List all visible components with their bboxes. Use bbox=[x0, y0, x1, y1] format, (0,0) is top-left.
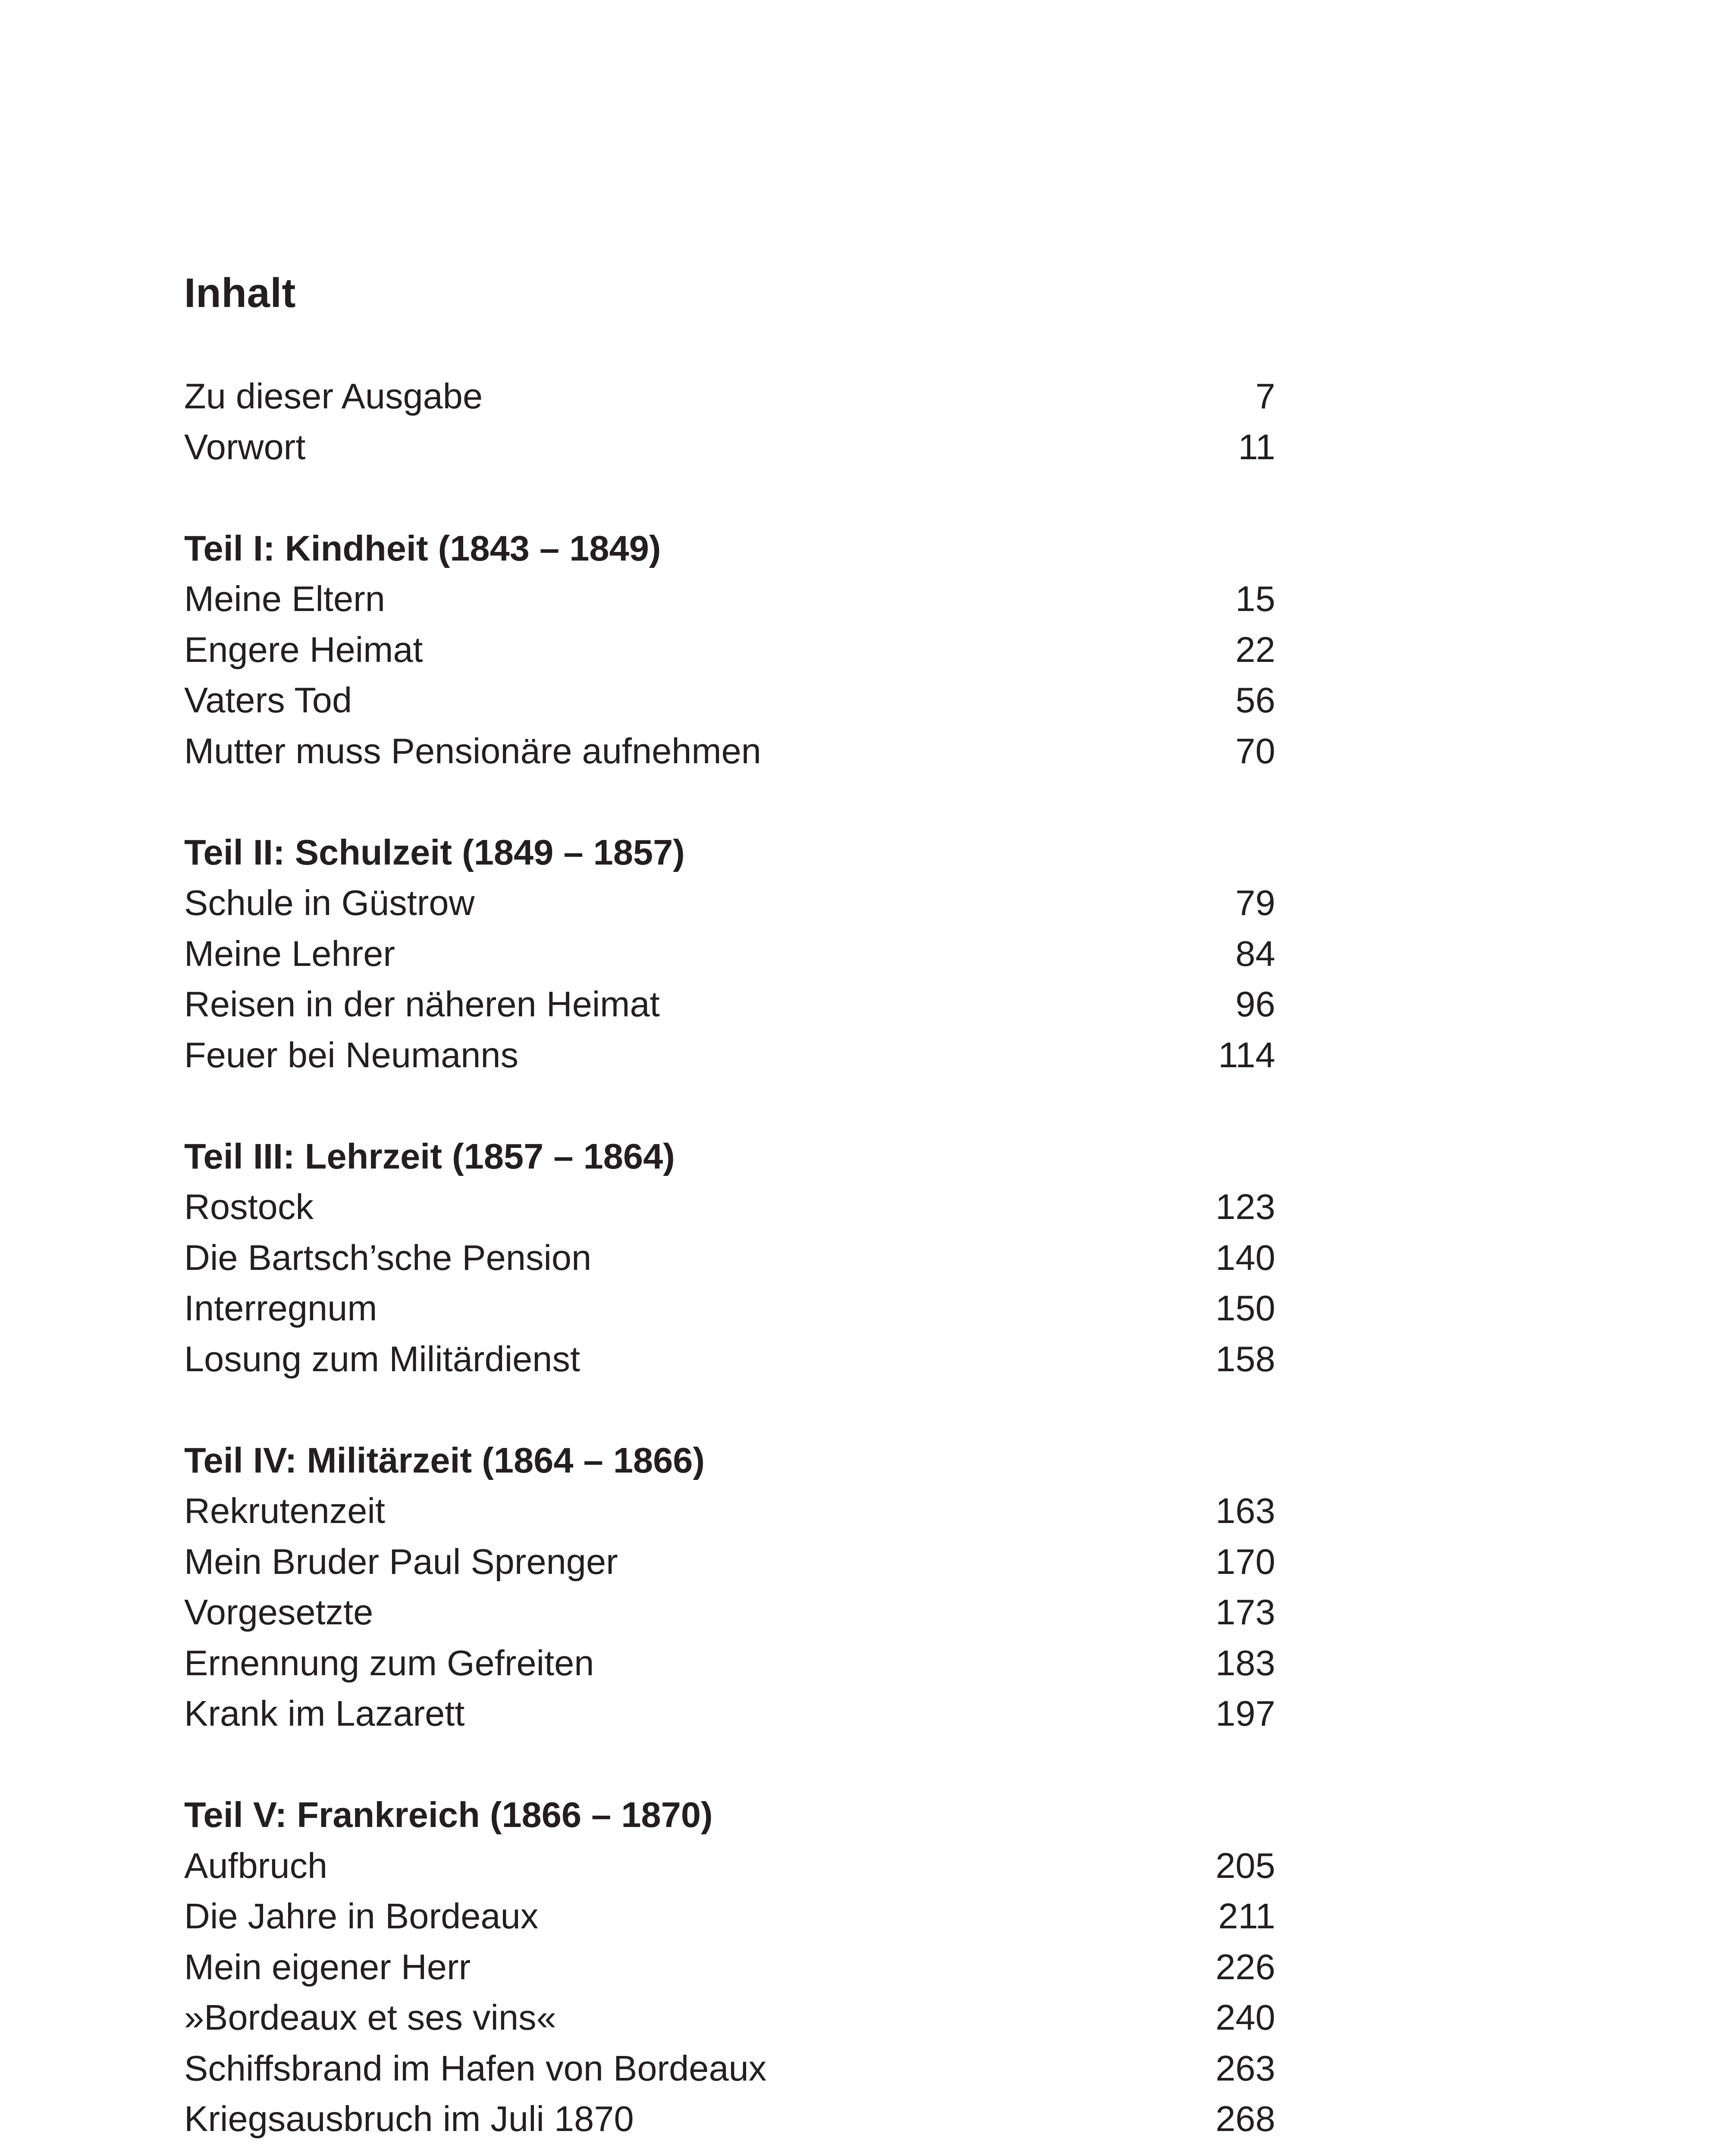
part-section bbox=[184, 1131, 1275, 1385]
part-heading: Teil V: Frankreich (1866 – 1870) bbox=[184, 1795, 713, 1835]
toc-entry-label: Mein Bruder Paul Sprenger bbox=[184, 1541, 618, 1582]
toc-entry-label: Vaters Tod bbox=[184, 680, 352, 720]
toc-entry-page: 11 bbox=[1238, 426, 1275, 467]
toc-entry bbox=[184, 1334, 1275, 1385]
toc-entry-page: 211 bbox=[1218, 1896, 1275, 1936]
front-matter-section bbox=[184, 371, 1275, 472]
toc-entry-label: Engere Heimat bbox=[184, 629, 423, 670]
toc-entry bbox=[184, 1891, 1275, 1942]
toc-entry bbox=[184, 1232, 1275, 1283]
toc-entry-page: 163 bbox=[1215, 1491, 1275, 1531]
toc-entry-label: Losung zum Militärdienst bbox=[184, 1338, 580, 1379]
toc-entry bbox=[184, 1485, 1275, 1536]
toc-entry-label: Ernennung zum Gefreiten bbox=[184, 1642, 594, 1683]
toc-entry bbox=[184, 1638, 1275, 1689]
part-section bbox=[184, 1789, 1275, 2144]
toc-entry bbox=[184, 624, 1275, 675]
toc-entry-label: Rostock bbox=[184, 1187, 314, 1227]
toc-entry bbox=[184, 1030, 1275, 1081]
toc-entry-page: 183 bbox=[1215, 1642, 1275, 1683]
toc-entry-page: 140 bbox=[1215, 1237, 1275, 1278]
toc-entry-label: Mein eigener Herr bbox=[184, 1946, 471, 1987]
toc-entry-page: 173 bbox=[1215, 1592, 1275, 1632]
toc-entry bbox=[184, 726, 1275, 777]
toc-entry-label: Vorgesetzte bbox=[184, 1592, 373, 1632]
toc-entry bbox=[184, 979, 1275, 1030]
toc-entry-page: 226 bbox=[1215, 1946, 1275, 1987]
toc-entry-label: Schule in Güstrow bbox=[184, 883, 475, 923]
toc-entry-page: 70 bbox=[1235, 730, 1275, 771]
toc-entry-label: Zu dieser Ausgabe bbox=[184, 376, 483, 416]
part-heading: Teil II: Schulzeit (1849 – 1857) bbox=[184, 832, 685, 872]
toc-entry-page: 56 bbox=[1235, 680, 1275, 720]
toc-entry bbox=[184, 1992, 1275, 2043]
toc-entry-label: Rekrutenzeit bbox=[184, 1491, 385, 1531]
toc-entry bbox=[184, 573, 1275, 624]
part-section bbox=[184, 523, 1275, 777]
toc-entry-page: 79 bbox=[1235, 883, 1275, 923]
toc-entry-page: 170 bbox=[1215, 1541, 1275, 1582]
toc-entry-label: Krank im Lazarett bbox=[184, 1693, 465, 1733]
toc-entry-label: »Bordeaux et ses vins« bbox=[184, 1997, 556, 2037]
toc-entry-page: 150 bbox=[1215, 1288, 1275, 1328]
toc-entry bbox=[184, 1942, 1275, 1993]
toc-entry bbox=[184, 1283, 1275, 1334]
part-section bbox=[184, 827, 1275, 1081]
toc-entry-page: 205 bbox=[1215, 1845, 1275, 1886]
toc-entry bbox=[184, 1840, 1275, 1891]
toc-entry-label: Vorwort bbox=[184, 426, 306, 467]
toc-entry bbox=[184, 2093, 1275, 2144]
toc-entry-label: Die Bartsch’sche Pension bbox=[184, 1237, 592, 1278]
toc-entry-page: 158 bbox=[1215, 1338, 1275, 1379]
toc-entry-label: Feuer bei Neumanns bbox=[184, 1034, 519, 1075]
toc-entry-page: 114 bbox=[1218, 1034, 1275, 1075]
toc-entry-label: Reisen in der näheren Heimat bbox=[184, 984, 660, 1024]
toc-entry bbox=[184, 1536, 1275, 1587]
toc-entry bbox=[184, 371, 1275, 422]
toc-entry bbox=[184, 1181, 1275, 1232]
page-title: Inhalt bbox=[184, 270, 296, 316]
toc-entry-page: 197 bbox=[1215, 1693, 1275, 1733]
part-heading: Teil III: Lehrzeit (1857 – 1864) bbox=[184, 1136, 675, 1176]
toc-entry-page: 22 bbox=[1235, 629, 1275, 670]
toc-entry-page: 263 bbox=[1215, 2048, 1275, 2088]
toc-entry-label: Interregnum bbox=[184, 1288, 377, 1328]
toc-entry bbox=[184, 422, 1275, 473]
toc-entry-page: 96 bbox=[1235, 984, 1275, 1024]
toc-entry-label: Mutter muss Pensionäre aufnehmen bbox=[184, 730, 761, 771]
toc-entry bbox=[184, 928, 1275, 979]
toc-page bbox=[184, 0, 1275, 2156]
toc-entry-label: Aufbruch bbox=[184, 1845, 328, 1886]
part-heading: Teil I: Kindheit (1843 – 1849) bbox=[184, 528, 661, 568]
toc-entry-label: Meine Eltern bbox=[184, 579, 385, 619]
toc-entry bbox=[184, 675, 1275, 726]
part-heading: Teil IV: Militärzeit (1864 – 1866) bbox=[184, 1440, 705, 1480]
toc-entry-page: 84 bbox=[1235, 933, 1275, 974]
toc-entry bbox=[184, 2043, 1275, 2094]
toc-entry-label: Meine Lehrer bbox=[184, 933, 395, 974]
toc-entry-label: Kriegsausbruch im Juli 1870 bbox=[184, 2099, 634, 2139]
toc-entry-page: 15 bbox=[1235, 579, 1275, 619]
toc-entry bbox=[184, 1587, 1275, 1638]
toc-entry-page: 123 bbox=[1215, 1187, 1275, 1227]
toc-entry-label: Die Jahre in Bordeaux bbox=[184, 1896, 539, 1936]
toc-entry bbox=[184, 877, 1275, 928]
toc-entry bbox=[184, 1688, 1275, 1739]
toc-body bbox=[184, 371, 1275, 2144]
toc-entry-label: Schiffsbrand im Hafen von Bordeaux bbox=[184, 2048, 767, 2088]
toc-entry-page: 7 bbox=[1255, 376, 1275, 416]
toc-entry-page: 240 bbox=[1215, 1997, 1275, 2037]
part-section bbox=[184, 1435, 1275, 1739]
toc-entry-page: 268 bbox=[1215, 2099, 1275, 2139]
